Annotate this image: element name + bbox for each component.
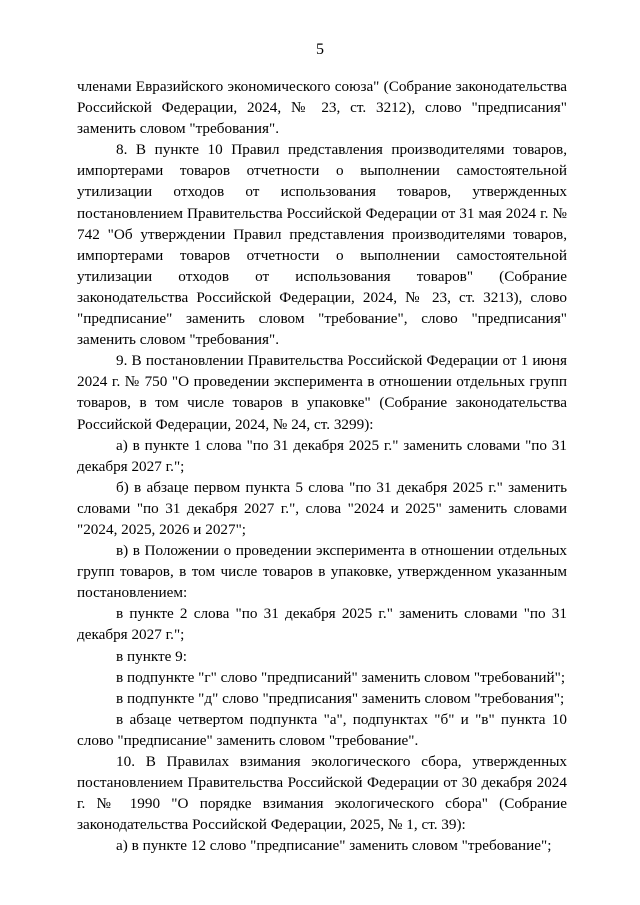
paragraph-item-8: 8. В пункте 10 Правил представления производителями товаров, импортерами товаров отчетности о выполнении самостоятельной утилизации отходов от использования товаров, утвержденных постановлением Правительства Российской Федерации от 31 мая 2024 г. № 742 "Об утверждении Правил представления производителями товаров, импортерами товаров отчетности о выполнении самостоятельной утилизации отходов от использования товаров" (Собрание законодательства Российской Федерации, 2024, № 23, ст. 3213), слово "предписание" заменить словом "требование", слово "предписания" заменить словом "требования". [77, 141, 567, 349]
paragraph-subpunkt-d: в подпункте "д" слово "предписания" заменить словом "требования"; [116, 689, 565, 707]
paragraph-punkt-10: в абзаце четвертом подпункта "а", подпунктах "б" и "в" пункта 10 слово "предписание" заменить словом "требование". [77, 710, 567, 749]
paragraph-punkt-9: в пункте 9: [116, 647, 187, 665]
paragraph-item-9a: а) в пункте 1 слова "по 31 декабря 2025 г." заменить словами "по 31 декабря 2027 г."; [77, 436, 567, 475]
paragraph-item-9v: в) в Положении о проведении эксперимента в отношении отдельных групп товаров, в том числе товаров в упаковке, утвержденном указанным постановлением: [77, 542, 567, 602]
document-body [77, 76, 567, 856]
paragraph-item-10: 10. В Правилах взимания экологического сбора, утвержденных постановлением Правительства Российской Федерации от 30 декабря 2024 г. № 1990 "О порядке взимания экологического сбора" (Собрание законодательства Российской Федерации, 2025, № 1, ст. 39): [77, 753, 567, 834]
page-number: 5 [316, 41, 324, 58]
paragraph-punkt-2: в пункте 2 слова "по 31 декабря 2025 г." заменить словами "по 31 декабря 2027 г."; [77, 605, 567, 644]
paragraph-subpunkt-g: в подпункте "г" слово "предписаний" заменить словом "требований"; [116, 668, 566, 686]
paragraph-item-9: 9. В постановлении Правительства Российской Федерации от 1 июня 2024 г. № 750 "О проведении эксперимента в отношении отдельных групп товаров, в том числе товаров в упаковке" (Собрание законодательства Российской Федерации, 2024, № 24, ст. 3299): [77, 352, 567, 433]
paragraph-item-10a: а) в пункте 12 слово "предписание" заменить словом "требование"; [116, 837, 552, 855]
paragraph-item-9b: б) в абзаце первом пункта 5 слова "по 31 декабря 2025 г." заменить словами "по 31 декабря 2027 г.", слова "2024 и 2025" заменить словами "2024, 2025, 2026 и 2027"; [77, 478, 567, 538]
paragraph-1-continuation: членами Евразийского экономического союза" (Собрание законодательства Российской Федерации, 2024, № 23, ст. 3212), слово "предписания" заменить словом "требования". [77, 78, 567, 138]
